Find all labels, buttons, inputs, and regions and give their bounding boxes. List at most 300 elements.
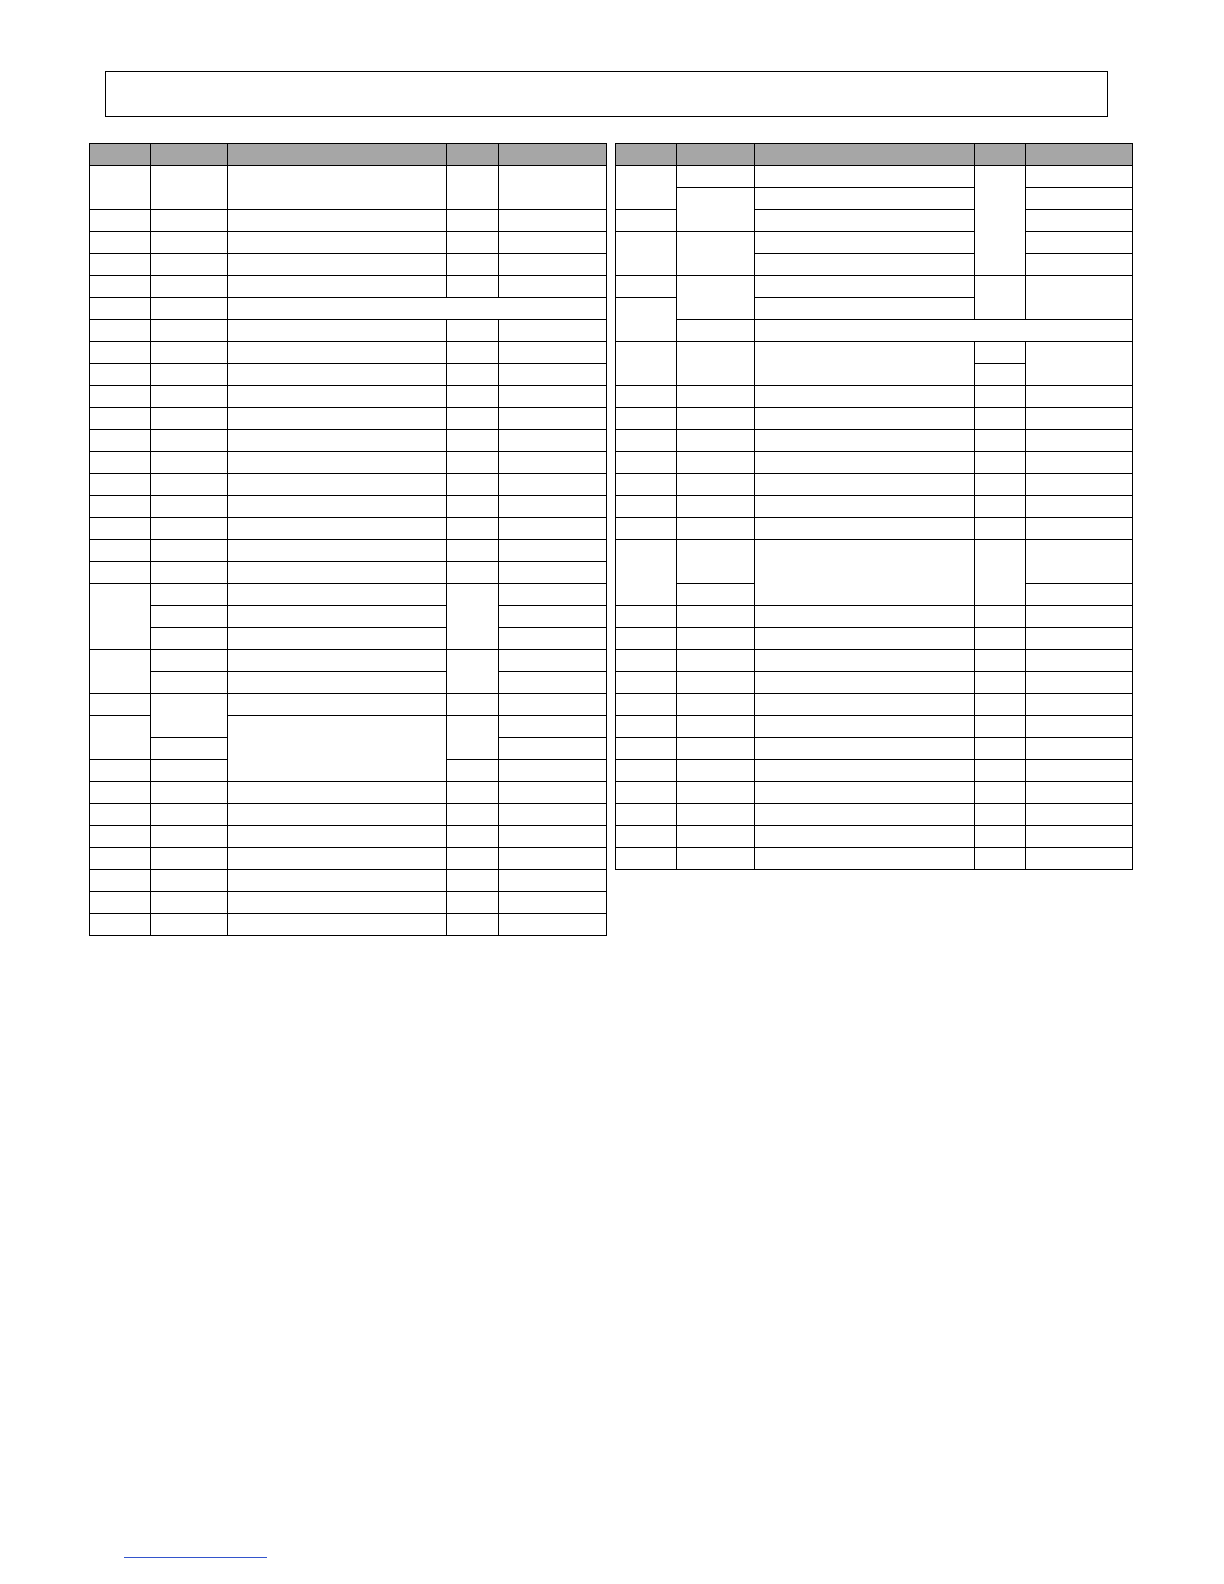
right-table-cell [677, 760, 755, 782]
left-table-cell [90, 342, 151, 364]
right-table-cell [1026, 408, 1133, 430]
left-table-cell [499, 716, 607, 738]
left-table-cell [499, 782, 607, 804]
right-table-cell [677, 452, 755, 474]
right-table-row [616, 716, 1133, 738]
left-table-row [90, 342, 607, 364]
left-table-cell [228, 628, 447, 650]
left-table-cell [447, 848, 499, 870]
left-table-row [90, 540, 607, 562]
left-table-cell [151, 672, 228, 694]
right-table-cell [677, 232, 755, 276]
left-table-cell [151, 562, 228, 584]
left-header-col-2 [151, 144, 228, 166]
right-table-cell [677, 386, 755, 408]
right-table [615, 143, 1133, 870]
left-table-cell [447, 518, 499, 540]
left-table-row [90, 298, 607, 320]
right-table-cell [677, 606, 755, 628]
left-table-row [90, 848, 607, 870]
right-table-cell [975, 716, 1026, 738]
right-table-cell [755, 342, 975, 386]
left-table-row [90, 364, 607, 386]
left-header-col-3 [228, 144, 447, 166]
right-table-cell [677, 650, 755, 672]
right-table-cell [677, 628, 755, 650]
left-table-cell [447, 892, 499, 914]
right-table-cell [616, 826, 677, 848]
left-table-cell [499, 320, 607, 342]
left-table-row [90, 826, 607, 848]
left-table-cell [90, 562, 151, 584]
right-table-cell [677, 716, 755, 738]
right-table-cell [755, 760, 975, 782]
right-table-cell [975, 166, 1026, 276]
left-table-cell [499, 430, 607, 452]
left-table-cell [151, 606, 228, 628]
left-table-cell [151, 232, 228, 254]
left-table-cell [90, 826, 151, 848]
right-table-cell [755, 650, 975, 672]
right-table-cell [1026, 496, 1133, 518]
form-title-box [105, 71, 1108, 117]
left-table-cell [499, 452, 607, 474]
right-table-cell [677, 188, 755, 232]
left-table-cell [151, 628, 228, 650]
left-table-cell [151, 474, 228, 496]
left-table-row [90, 782, 607, 804]
right-table-cell [1026, 232, 1133, 254]
left-table-cell [228, 562, 447, 584]
right-table-cell [1026, 826, 1133, 848]
left-table-cell [228, 342, 447, 364]
right-table-row [616, 518, 1133, 540]
right-table-cell [616, 628, 677, 650]
left-table-cell [499, 166, 607, 210]
right-table-cell [975, 518, 1026, 540]
right-table-cell [755, 166, 975, 188]
left-table-cell [499, 760, 607, 782]
left-table-cell [151, 496, 228, 518]
right-table-cell [755, 540, 975, 606]
left-table-cell [228, 276, 447, 298]
left-table-row [90, 254, 607, 276]
right-table-cell [616, 738, 677, 760]
right-table-cell [755, 298, 975, 320]
right-table-row [616, 408, 1133, 430]
left-table-cell [151, 694, 228, 738]
left-table-cell [228, 584, 447, 606]
right-table-cell [677, 584, 755, 606]
right-table-row [616, 342, 1133, 364]
left-table-cell [447, 342, 499, 364]
right-table-cell [1026, 386, 1133, 408]
left-table-cell [90, 298, 151, 320]
left-table-row [90, 914, 607, 936]
left-table-cell [90, 540, 151, 562]
right-table-row [616, 738, 1133, 760]
right-table-cell [755, 496, 975, 518]
left-table-row [90, 474, 607, 496]
left-table-cell [499, 848, 607, 870]
left-table-cell [90, 408, 151, 430]
left-table-row [90, 562, 607, 584]
left-table-cell [228, 782, 447, 804]
left-table-cell [151, 166, 228, 210]
left-table-cell [90, 276, 151, 298]
right-table-cell [616, 452, 677, 474]
left-table-cell [151, 870, 228, 892]
right-header-col-1 [616, 144, 677, 166]
left-table-cell [90, 320, 151, 342]
left-table-cell [90, 892, 151, 914]
right-table-cell [1026, 166, 1133, 188]
right-table-cell [616, 694, 677, 716]
left-header-col-1 [90, 144, 151, 166]
left-table-cell [447, 430, 499, 452]
right-table-cell [1026, 474, 1133, 496]
right-table-cell [1026, 518, 1133, 540]
right-table-cell [677, 694, 755, 716]
right-header-row [616, 144, 1133, 166]
right-table-cell [1026, 628, 1133, 650]
left-table-cell [499, 364, 607, 386]
left-table-row [90, 672, 607, 694]
right-table-cell [616, 430, 677, 452]
left-table-cell [499, 342, 607, 364]
left-table-cell [228, 386, 447, 408]
right-table-cell [1026, 452, 1133, 474]
left-table-cell [90, 782, 151, 804]
left-table [89, 143, 607, 936]
left-table-cell [447, 496, 499, 518]
left-table-cell [228, 166, 447, 210]
right-table-cell [677, 342, 755, 386]
right-table-cell [975, 628, 1026, 650]
left-table-cell [151, 914, 228, 936]
left-table-cell [447, 826, 499, 848]
left-table-cell [228, 430, 447, 452]
right-table-cell [677, 804, 755, 826]
left-table-cell [151, 540, 228, 562]
left-table-cell [90, 914, 151, 936]
left-header-col-4 [447, 144, 499, 166]
right-table-cell [677, 430, 755, 452]
right-table-cell [616, 496, 677, 518]
left-table-cell [499, 672, 607, 694]
left-table-cell [499, 474, 607, 496]
right-table-cell [1026, 738, 1133, 760]
right-table-row [616, 694, 1133, 716]
left-table-cell [90, 452, 151, 474]
right-table-cell [755, 716, 975, 738]
left-table-cell [228, 496, 447, 518]
left-table-cell [151, 386, 228, 408]
right-table-cell [755, 606, 975, 628]
right-table-row [616, 496, 1133, 518]
left-table-cell [447, 782, 499, 804]
left-table-cell [499, 870, 607, 892]
right-table-row [616, 474, 1133, 496]
left-table-cell [499, 496, 607, 518]
left-table-cell [499, 562, 607, 584]
left-table-cell [90, 430, 151, 452]
right-table-cell [975, 430, 1026, 452]
right-table-cell [755, 782, 975, 804]
left-table-cell [447, 320, 499, 342]
right-table-cell [677, 738, 755, 760]
right-table-cell [616, 276, 677, 298]
right-table-cell [677, 826, 755, 848]
right-table-cell [1026, 276, 1133, 320]
right-table-cell [1026, 188, 1133, 210]
left-table-cell [447, 584, 499, 650]
right-table-cell [616, 474, 677, 496]
left-table-cell [90, 232, 151, 254]
left-table-cell [499, 210, 607, 232]
left-table-cell [228, 320, 447, 342]
right-table-cell [677, 782, 755, 804]
left-table-cell [228, 606, 447, 628]
right-table-cell [975, 672, 1026, 694]
left-table-cell [499, 606, 607, 628]
left-table-cell [228, 804, 447, 826]
left-table-row [90, 518, 607, 540]
right-table-cell [755, 474, 975, 496]
right-table-cell [975, 408, 1026, 430]
right-table-cell [755, 826, 975, 848]
left-table-cell [151, 364, 228, 386]
right-table-cell [975, 848, 1026, 870]
right-table-row [616, 848, 1133, 870]
left-table-cell [499, 804, 607, 826]
left-table-cell [447, 276, 499, 298]
right-table-cell [616, 760, 677, 782]
right-table-cell [1026, 716, 1133, 738]
right-table-cell [616, 166, 677, 210]
left-table-cell [499, 914, 607, 936]
right-table-cell [616, 298, 677, 342]
right-table-cell [616, 672, 677, 694]
right-table-row [616, 628, 1133, 650]
left-table-cell [228, 452, 447, 474]
right-table-cell [755, 232, 975, 254]
left-table-cell [447, 408, 499, 430]
left-table-cell [228, 672, 447, 694]
right-table-cell [975, 276, 1026, 320]
left-table-cell [499, 408, 607, 430]
right-table-cell [975, 650, 1026, 672]
left-table-row [90, 892, 607, 914]
right-table-cell [755, 628, 975, 650]
left-table-cell [228, 474, 447, 496]
left-table-cell [90, 584, 151, 650]
left-table-cell [151, 276, 228, 298]
left-table-cell [499, 254, 607, 276]
right-table-cell [755, 518, 975, 540]
right-table-cell [1026, 584, 1133, 606]
right-table-cell [1026, 804, 1133, 826]
right-header-col-3 [755, 144, 975, 166]
right-table-row [616, 760, 1133, 782]
left-table-row [90, 870, 607, 892]
left-table-cell [447, 254, 499, 276]
right-table-cell [1026, 430, 1133, 452]
right-table-cell [616, 650, 677, 672]
left-table-row [90, 386, 607, 408]
left-table-cell [151, 848, 228, 870]
right-table-cell [616, 342, 677, 386]
right-table-cell [677, 408, 755, 430]
right-table-cell [616, 518, 677, 540]
right-table-cell [677, 848, 755, 870]
left-table-cell [447, 166, 499, 210]
left-table-cell [228, 540, 447, 562]
left-table-cell [90, 166, 151, 210]
right-table-cell [755, 254, 975, 276]
left-table-cell [447, 452, 499, 474]
left-table-cell [447, 716, 499, 760]
right-table-cell [1026, 760, 1133, 782]
right-table-cell [755, 804, 975, 826]
right-table-cell [755, 188, 975, 210]
right-table-cell [677, 276, 755, 320]
left-table-row [90, 408, 607, 430]
right-table-row [616, 826, 1133, 848]
right-table-cell [755, 738, 975, 760]
right-table-cell [755, 848, 975, 870]
left-table-cell [90, 474, 151, 496]
right-table-cell [975, 804, 1026, 826]
left-table-cell [90, 518, 151, 540]
left-table-row [90, 804, 607, 826]
right-table-cell [616, 540, 677, 606]
right-table-row [616, 804, 1133, 826]
right-table-cell [755, 694, 975, 716]
right-table-row [616, 452, 1133, 474]
right-table-cell [1026, 540, 1133, 584]
left-table-cell [228, 694, 447, 716]
left-table-cell [228, 914, 447, 936]
footer-link-underline [124, 1557, 267, 1558]
left-table-cell [447, 386, 499, 408]
left-table-cell [499, 276, 607, 298]
right-header-col-5 [1026, 144, 1133, 166]
left-table-row [90, 430, 607, 452]
left-table-cell [499, 584, 607, 606]
left-table-cell [151, 518, 228, 540]
left-table-cell [228, 716, 447, 782]
right-table-cell [1026, 848, 1133, 870]
left-table-cell [151, 760, 228, 782]
left-table-cell [447, 650, 499, 694]
left-table-cell [151, 804, 228, 826]
left-table-cell [151, 650, 228, 672]
right-table-cell [975, 342, 1026, 364]
right-table-cell [616, 782, 677, 804]
left-table-cell [499, 232, 607, 254]
right-table-cell [975, 386, 1026, 408]
left-table-cell [447, 914, 499, 936]
left-table-cell [151, 782, 228, 804]
right-table-cell [677, 672, 755, 694]
left-table-cell [90, 804, 151, 826]
left-table-cell [90, 496, 151, 518]
left-table-row [90, 452, 607, 474]
left-table-cell [447, 804, 499, 826]
left-table-cell [228, 254, 447, 276]
right-table-cell [677, 518, 755, 540]
left-table-cell [447, 540, 499, 562]
left-table-cell [447, 364, 499, 386]
left-table-cell [228, 848, 447, 870]
left-table-cell [151, 210, 228, 232]
left-header-col-5 [499, 144, 607, 166]
left-table-cell [151, 892, 228, 914]
right-table-cell [616, 210, 677, 232]
left-table-row [90, 496, 607, 518]
left-table-cell [499, 540, 607, 562]
right-table-cell [616, 606, 677, 628]
right-header-col-4 [975, 144, 1026, 166]
left-table-cell [499, 650, 607, 672]
left-table-cell [228, 870, 447, 892]
left-table-row [90, 628, 607, 650]
left-table-cell [228, 826, 447, 848]
left-table-cell [90, 386, 151, 408]
right-table-cell [975, 474, 1026, 496]
right-table-cell [616, 804, 677, 826]
right-table-row [616, 430, 1133, 452]
left-table-row [90, 320, 607, 342]
left-table-cell [151, 408, 228, 430]
right-table-cell [975, 496, 1026, 518]
right-table-row [616, 386, 1133, 408]
right-table-cell [1026, 342, 1133, 386]
left-table-cell [90, 364, 151, 386]
left-table-cell [90, 716, 151, 760]
left-table-cell [90, 760, 151, 782]
right-table-cell [975, 452, 1026, 474]
right-table-cell [1026, 672, 1133, 694]
right-table-cell [755, 408, 975, 430]
left-table-cell [228, 650, 447, 672]
left-table-cell [499, 738, 607, 760]
left-table-cell [151, 738, 228, 760]
left-table-cell [499, 694, 607, 716]
right-table-cell [677, 166, 755, 188]
right-table-cell [755, 386, 975, 408]
left-table-cell [151, 584, 228, 606]
right-table-cell [975, 540, 1026, 606]
left-table-cell [447, 232, 499, 254]
left-table-cell [228, 408, 447, 430]
left-table-cell [151, 342, 228, 364]
left-table-cell [447, 870, 499, 892]
left-table-cell [447, 562, 499, 584]
left-table-row [90, 606, 607, 628]
right-table-cell [677, 320, 755, 342]
left-table-cell [499, 892, 607, 914]
left-table-cell [90, 694, 151, 716]
right-table-cell [1026, 210, 1133, 232]
right-table-cell [975, 694, 1026, 716]
right-table-cell [975, 826, 1026, 848]
left-table-cell [499, 518, 607, 540]
right-table-cell [616, 848, 677, 870]
left-table-cell [228, 232, 447, 254]
right-table-cell [975, 364, 1026, 386]
